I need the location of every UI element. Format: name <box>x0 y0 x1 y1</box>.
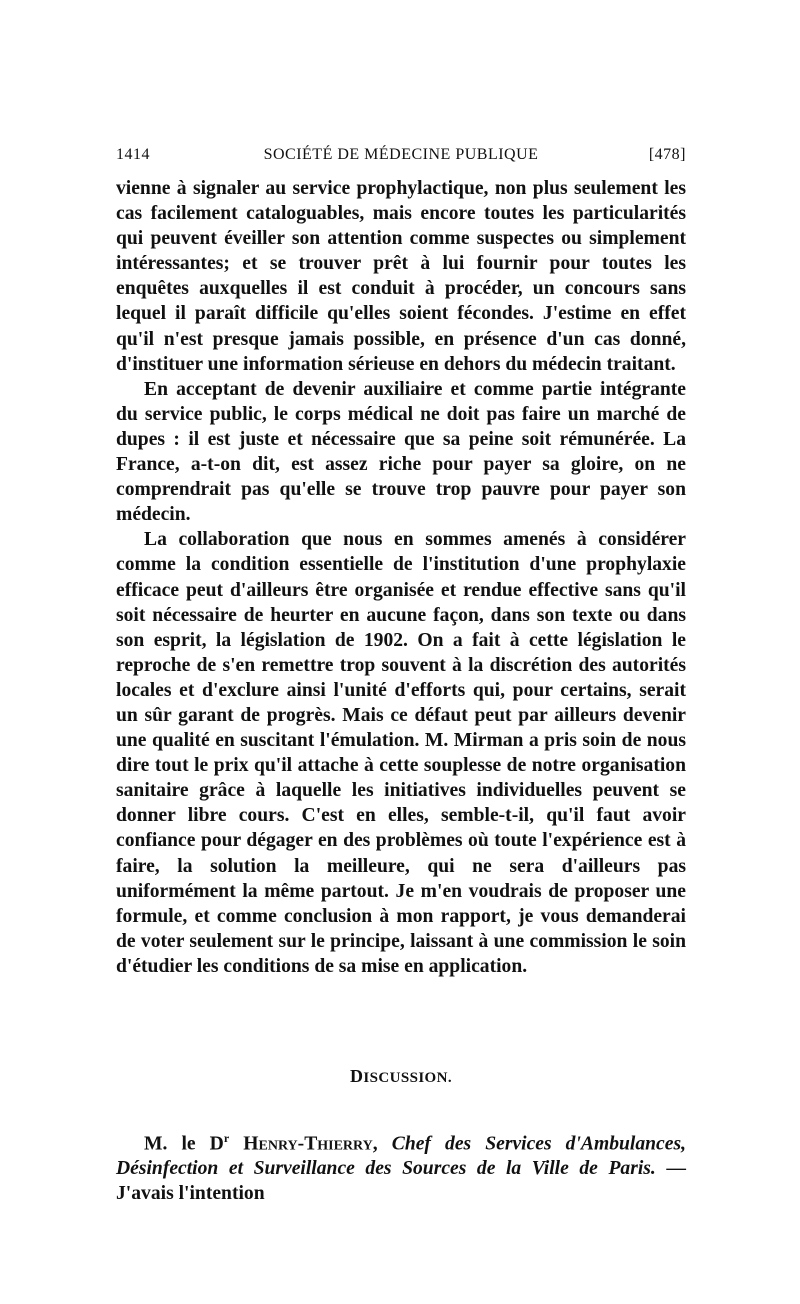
speaker-role: Chef des Services d'Ambulances, Désinfection et Surveillance des Sources de la Ville de Paris. <box>116 1133 686 1180</box>
page-number: 1414 <box>116 146 150 163</box>
speaker-prefix: M. le D <box>144 1133 224 1155</box>
discussion-initial: D <box>349 1066 364 1086</box>
paragraph-1: vienne à signaler au service prophylactique, non plus seulement les cas facilement cataloguables, mais encore toutes les particularités qui peuvent éveiller son attention comme suspectes ou simplement intéressantes; et se trouver prêt à lui fournir pour toutes les enquêtes auxquelles il est conduit à procéder, un concours sans lequel il paraît difficile qu'elles soient fécondes. J'estime en effet qu'il n'est presque jamais possible, en présence d'un cas donné, d'instituer une information sérieuse en dehors du médecin traitant. <box>116 178 686 375</box>
speaker-name: Henry-Thierry, <box>243 1133 378 1155</box>
body-text <box>116 176 686 979</box>
paragraph-2: En acceptant de devenir auxiliaire et comme partie intégrante du service public, le corps médical ne doit pas faire un marché de dupes : il est juste et nécessaire que sa peine soit rémunérée. La France, a-t-on dit, est assez riche pour payer sa gloire, on ne comprendrait pas qu'elle se trouve trop pauvre pour payer son médecin. <box>116 378 686 526</box>
speaker-paragraph <box>116 1126 686 1207</box>
journal-title: SOCIÉTÉ DE MÉDECINE PUBLIQUE <box>263 146 539 163</box>
page-reference: [478] <box>648 146 686 163</box>
paragraph-3: La collaboration que nous en sommes amenés à considérer comme la condition essentielle de l'institution d'une prophylaxie efficace peut d'ailleurs être organisée et rendue effective sans qu'il soit nécessaire de heurter en aucune façon, dans son texte ou dans son esprit, la législation de 1902. On a fait à cette législation le reproche de s'en remettre trop souvent à la discrétion des autorités locales et d'exclure ainsi l'unité d'efforts qui, pour certains, serait un sûr garant de progrès. Mais ce défaut peut par ailleurs devenir une qualité en suscitant l'émulation. M. Mirman a pris soin de nous dire tout le prix qu'il attache à cette souplesse de notre organisation sanitaire grâce à laquelle les initiatives individuelles peuvent se donner libre cours. C'est en elles, semble-t-il, qu'il faut avoir confiance pour dégager en des problèmes où toute l'expérience est à faire, la solution la meilleure, qui ne sera d'ailleurs pas uniformément la même partout. Je m'en voudrais de proposer une formule, et comme conclusion à mon rapport, je vous demanderai de voter seulement sur le principe, laissant à une commission le soin d'étudier les conditions de sa mise en application. <box>116 529 686 977</box>
speaker-text: — J'avais l'intention <box>116 1158 686 1205</box>
speaker-superscript: r <box>223 1130 230 1145</box>
discussion-rest: ISCUSSION. <box>363 1070 453 1086</box>
section-heading-discussion <box>116 1066 686 1087</box>
